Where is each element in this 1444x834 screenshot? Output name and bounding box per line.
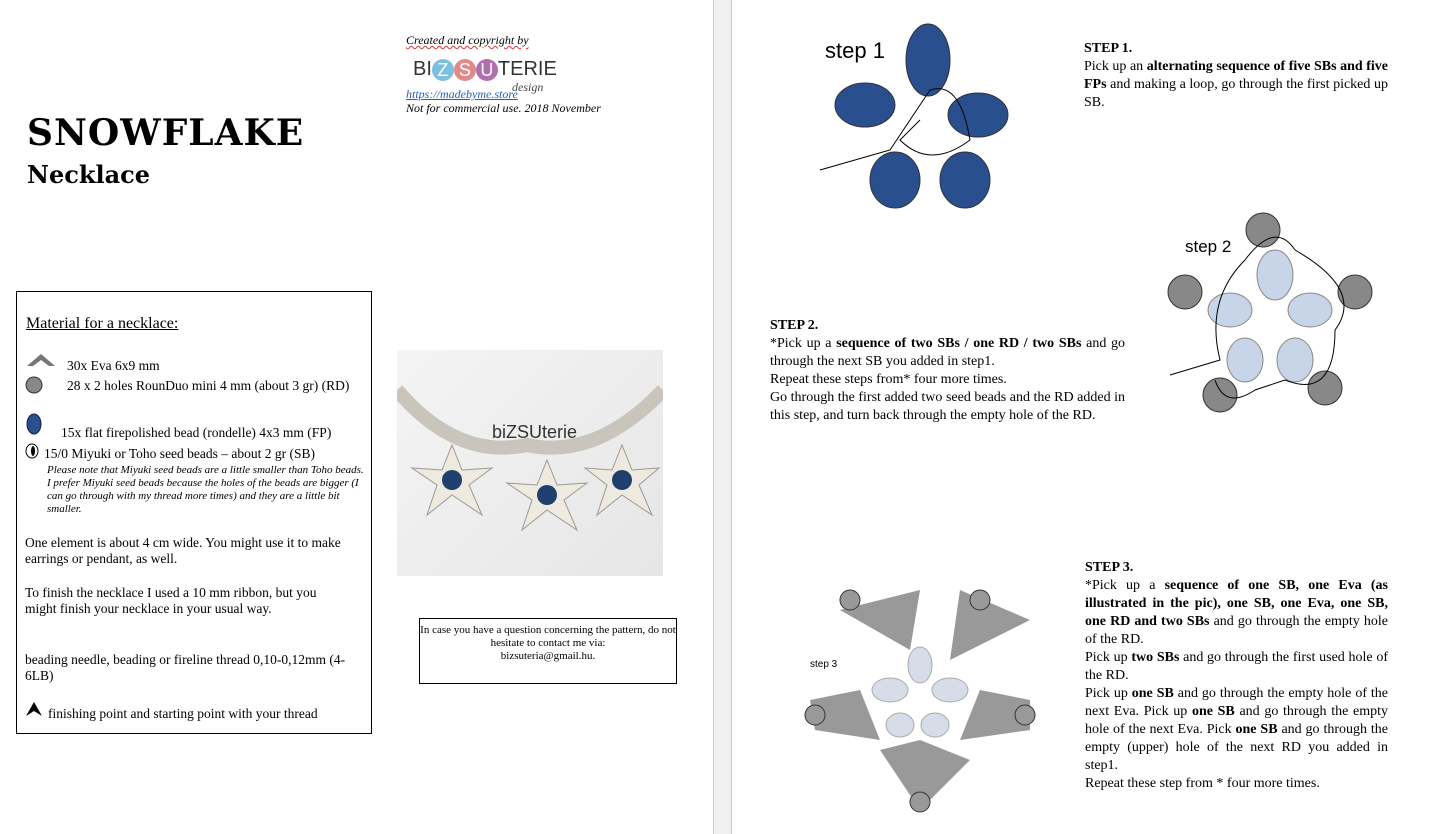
eva-bead-icon: [25, 352, 57, 368]
brand-logo: BI Z S U TERIE: [413, 58, 557, 80]
step-text: Repeat these step from * four more times.: [1085, 776, 1320, 791]
step3-heading: STEP 3.: [1085, 560, 1134, 575]
step-text: and go through the next SB you added in step1.: [770, 336, 1126, 369]
step-text: *Pick up a: [770, 336, 837, 351]
material-item: 30x Eva 6x9 mm: [67, 358, 160, 373]
step-text: and go through the empty hole of the next Eva. Pick up: [1085, 686, 1389, 719]
step3-diagram: [800, 580, 1040, 815]
step2-heading: STEP 2.: [770, 318, 819, 333]
page-gap: [713, 0, 731, 834]
step-text: Pick up: [1085, 650, 1132, 665]
step-emph: one SB: [1235, 722, 1278, 737]
step1-label: step 1: [825, 38, 885, 63]
step-text: Pick up an: [1084, 59, 1147, 74]
step-text: and go through the empty hole of the next Eva. Pick: [1085, 704, 1388, 737]
step-emph: one SB: [1191, 704, 1235, 719]
page-border: [713, 0, 714, 834]
finishing-text: To finish the necklace I used a 10 mm ribbon, but you might finish your necklace in your usual way.: [25, 585, 317, 616]
step1-diagram: [810, 20, 1030, 215]
thread-point-text: finishing point and starting point with your thread: [48, 706, 318, 721]
seed-bead-note: Please note that Miyuki seed beads are a little smaller than Toho beads. I prefer Miyuki seed beads because the holes of the beads are bigger (I can go through with my thread more times) and they are a little bit smaller.: [47, 464, 364, 515]
step-text: and making a loop, go through the first picked up SB.: [1084, 77, 1388, 110]
step1-heading: STEP 1.: [1084, 41, 1133, 56]
step-emph: sequence of one SB, one Eva (as illustrated in the pic), one SB, one Eva, one SB, one RD and two SBs: [1085, 578, 1388, 629]
page-border: [731, 0, 732, 834]
step2-text: [770, 317, 1125, 425]
step-emph: one SB: [1131, 686, 1174, 701]
step2-label: step 2: [1185, 237, 1232, 256]
contact-box: [419, 618, 677, 684]
credit-line: Created and copyright by: [406, 33, 529, 47]
step-text: and go through the empty hole of the RD.: [1085, 614, 1389, 647]
website-link[interactable]: https://madebyme.store: [406, 87, 518, 101]
contact-text: In case you have a question concerning the pattern, do not hesitate to contact me via:: [420, 624, 676, 649]
firepolished-bead-icon: [25, 413, 43, 435]
photo-logo: biZSUterie: [492, 422, 578, 442]
material-item: 28 x 2 holes RounDuo mini 4 mm (about 3 gr) (RD): [67, 378, 350, 393]
step-text: and go through the empty (upper) hole of the next RD you added in step1.: [1085, 722, 1389, 773]
step2-diagram: [1165, 210, 1385, 420]
step-emph: two SBs: [1131, 650, 1180, 665]
material-item: 15/0 Miyuki or Toho seed beads – about 2 gr (SB): [44, 446, 316, 461]
tools-text: beading needle, beading or fireline thread 0,10-0,12mm (4-6LB): [25, 652, 346, 683]
arrowhead-icon: [25, 701, 43, 717]
step-text: *Pick up a: [1085, 578, 1165, 593]
materials-heading: Material for a necklace:: [26, 315, 179, 332]
roundduo-bead-icon: [25, 376, 43, 394]
brand-logo-sub: design: [512, 80, 544, 94]
step-emph: sequence of two SBs / one RD / two SBs: [836, 336, 1082, 351]
contact-email[interactable]: bizsuteria@gmail.hu.: [500, 650, 596, 662]
step-text: and go through the first used hole of the RD.: [1085, 650, 1388, 683]
seed-bead-icon: [25, 443, 39, 459]
step-text: Pick up: [1085, 686, 1132, 701]
materials-box: [16, 291, 372, 734]
step3-text: [1085, 559, 1388, 793]
document-subtitle: Necklace: [27, 160, 150, 189]
element-size-text: One element is about 4 cm wide. You might use it to make earrings or pendant, as well.: [25, 535, 341, 566]
step-text: Repeat these steps from* four more times.: [770, 372, 1007, 387]
step3-label: step 3: [810, 659, 838, 670]
step1-text: [1084, 40, 1388, 112]
material-item: 15x flat firepolished bead (rondelle) 4x3 mm (FP): [61, 425, 332, 440]
document-title: SNOWFLAKE: [27, 112, 305, 154]
necklace-photo: [397, 350, 663, 576]
copyright-note: Not for commercial use. 2018 November: [406, 101, 601, 115]
step-text: Go through the first added two seed beads and the RD added in this step, and turn back through the empty hole of the RD.: [770, 390, 1125, 423]
step-emph: alternating sequence of five SBs and five FPs: [1084, 59, 1388, 92]
